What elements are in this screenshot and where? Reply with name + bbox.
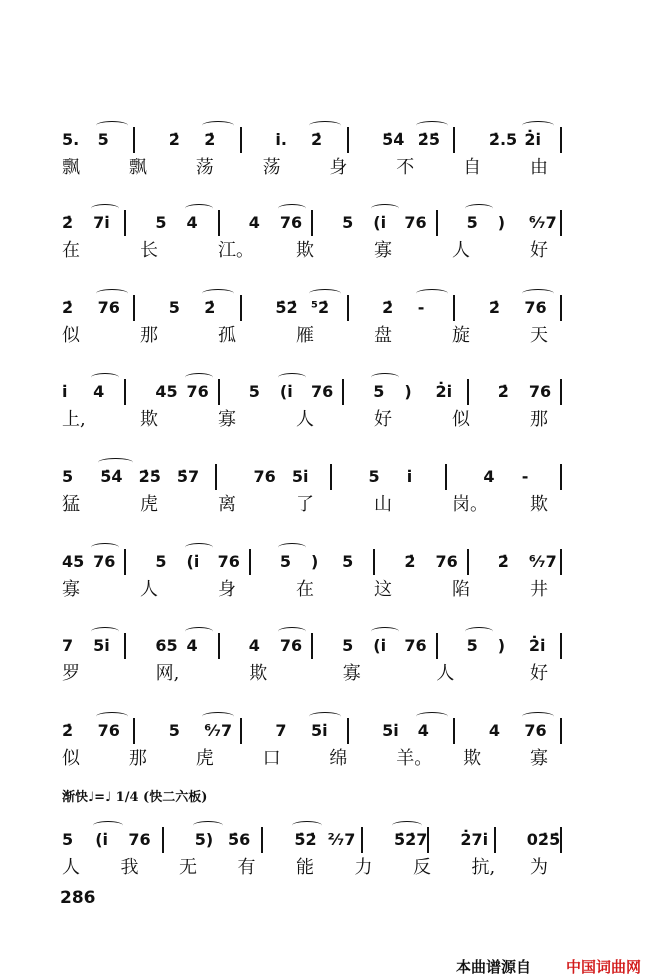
barline [560, 464, 562, 490]
note-token: 5) [194, 830, 214, 849]
note-token: 76 [186, 382, 209, 401]
lyric-row [0, 494, 660, 524]
lyric-char: 在 [62, 240, 80, 261]
barline [218, 210, 220, 236]
lyric-char: 欺 [463, 748, 482, 769]
note-token: 76 [97, 298, 120, 317]
note-token: ) [311, 552, 319, 571]
note-token: 76 [253, 467, 276, 486]
barline [133, 295, 135, 321]
barline [445, 464, 447, 490]
slur-mark [416, 712, 448, 721]
note-token: 5̇6 [228, 830, 251, 849]
lyric-row [0, 748, 660, 778]
slur-mark [96, 121, 128, 130]
lyric-char: 岗。 [452, 494, 488, 515]
lyric-char: 雁 [296, 325, 314, 346]
barline [453, 718, 455, 744]
barline [436, 633, 438, 659]
note-token: 5i̇ [311, 721, 328, 740]
note-token: 2̇ [62, 213, 74, 232]
lyric-char: 在 [296, 579, 314, 600]
note-token: 4 [488, 721, 500, 740]
note-token: 76 [528, 382, 552, 401]
lyric-char: 欺 [296, 240, 314, 261]
lyric-char: 寡 [530, 748, 548, 769]
lyric-char: 好 [530, 240, 548, 261]
lyric-row [0, 409, 660, 439]
lyric-char: 寡 [342, 663, 361, 684]
slur-mark [309, 289, 341, 298]
lyric-char: 罗 [62, 663, 80, 684]
note-token: 4 [248, 636, 260, 655]
note-token: 2̇.5 [488, 130, 518, 149]
slur-mark [193, 821, 223, 830]
slur-mark [185, 627, 213, 636]
note-token: 5 [373, 382, 385, 401]
slur-mark [93, 821, 123, 830]
note-token: (i̇ [373, 636, 387, 655]
stave-5 [0, 452, 660, 547]
note-token: 7 [275, 721, 287, 740]
note-token: 5 [155, 213, 167, 232]
note-token: 2̇ [168, 130, 180, 149]
note-token: ⁶⁄₇7 [204, 721, 233, 740]
barline [240, 718, 242, 744]
note-token: 76 [404, 213, 427, 232]
lyric-char: 这 [374, 579, 392, 600]
barline [453, 295, 455, 321]
lyric-char: 人 [62, 857, 80, 878]
note-token: 2̇ [62, 721, 74, 740]
stave-4 [0, 367, 660, 462]
barline [133, 127, 135, 153]
slur-mark [371, 627, 399, 636]
watermark-site-name: 中国词曲网 [566, 958, 642, 976]
lyric-char: 离 [218, 494, 236, 515]
note-token: 2̇ [382, 298, 394, 317]
note-token: 4 [483, 467, 495, 486]
lyric-char: 人 [140, 579, 158, 600]
note-token: 5 [466, 636, 478, 655]
note-token: 5 [248, 382, 260, 401]
lyric-char: 羊。 [396, 748, 433, 769]
note-token: 5̇2̇ [294, 830, 317, 849]
barline [240, 295, 242, 321]
slur-mark [309, 121, 341, 130]
note-token: 2̇ [204, 298, 216, 317]
note-token: 76 [524, 298, 547, 317]
lyric-char: 自 [463, 157, 482, 178]
lyric-char: 人 [296, 409, 314, 430]
note-token: 5 [97, 130, 109, 149]
lyric-char: 长 [140, 240, 158, 261]
note-token: 5. [62, 130, 80, 149]
barline [347, 718, 349, 744]
lyric-char: 孤 [218, 325, 236, 346]
lyric-char: 荡 [195, 157, 214, 178]
slur-mark [91, 204, 119, 213]
note-token: 4 [248, 213, 260, 232]
slur-mark [292, 821, 322, 830]
slur-mark [416, 289, 448, 298]
slur-mark [278, 204, 306, 213]
barline [124, 549, 126, 575]
barline [560, 633, 562, 659]
note-token: 76 [311, 382, 334, 401]
note-token: (i̇ [279, 382, 293, 401]
barline [560, 549, 562, 575]
barline [373, 549, 375, 575]
stave-1 [0, 115, 660, 210]
tempo-marking: 渐快♩=♩ 1/4 (快二六板) [62, 790, 208, 805]
stave-9 [0, 815, 660, 910]
slur-mark [185, 543, 213, 552]
barline [124, 379, 126, 405]
barline [347, 295, 349, 321]
lyric-char: 寡 [62, 579, 80, 600]
slur-mark [91, 543, 119, 552]
lyric-char: 欺 [249, 663, 268, 684]
barline [560, 379, 562, 405]
lyric-char: 那 [530, 409, 548, 430]
stave-7 [0, 621, 660, 716]
lyric-char: 飘 [62, 157, 80, 178]
lyric-char: 荡 [262, 157, 281, 178]
note-token: 5 [62, 830, 74, 849]
barline [560, 210, 562, 236]
note-token: 2̇5̇ [417, 130, 440, 149]
slur-mark [522, 712, 554, 721]
lyric-char: 人 [452, 240, 470, 261]
note-token: 76 [217, 552, 240, 571]
lyric-row [0, 325, 660, 355]
note-token: 76 [404, 636, 427, 655]
barline [347, 127, 349, 153]
note-token: ⁶⁄₇7 [528, 213, 557, 232]
note-token: 4 [417, 721, 429, 740]
note-token: 2̇i̇ [435, 382, 453, 401]
lyric-char: 寡 [374, 240, 392, 261]
note-token: 2̇ [488, 298, 500, 317]
note-token: i. [275, 130, 287, 149]
barline [342, 379, 344, 405]
lyric-char: 反 [413, 857, 431, 878]
note-token: 5 [168, 298, 180, 317]
slur-mark [91, 627, 119, 636]
note-token: 2̇ [62, 298, 74, 317]
slur-mark [185, 204, 213, 213]
lyric-char: 陷 [452, 579, 470, 600]
note-token: 5 [342, 213, 354, 232]
lyric-char: 猛 [62, 494, 80, 515]
note-token: 45 [62, 552, 85, 571]
note-token: 5̇7 [176, 467, 200, 486]
lyric-char: 好 [530, 663, 548, 684]
lyric-char: 欺 [140, 409, 158, 430]
slur-mark [371, 204, 399, 213]
slur-mark [371, 373, 399, 382]
note-token: 76 [97, 721, 120, 740]
lyric-char: 似 [62, 325, 80, 346]
barline [560, 718, 562, 744]
note-token: - [521, 467, 529, 486]
barline [330, 464, 332, 490]
lyric-char: 那 [128, 748, 147, 769]
slur-mark [465, 204, 493, 213]
slur-mark [96, 712, 128, 721]
note-token: 7i̇ [93, 213, 110, 232]
slur-mark [91, 373, 119, 382]
note-token: 7 [62, 636, 74, 655]
note-token: 5̇4̇ [382, 130, 405, 149]
lyric-char: 为 [530, 857, 548, 878]
lyric-char: 能 [296, 857, 314, 878]
watermark-source-label: 本曲谱源自 [456, 958, 532, 976]
note-token: 2̇5̇ [138, 467, 161, 486]
slur-mark [522, 121, 554, 130]
note-token: ⁶⁄₇7 [528, 552, 557, 571]
note-token: 5 [466, 213, 478, 232]
barline [453, 127, 455, 153]
lyric-row [0, 157, 660, 187]
slur-mark [278, 543, 306, 552]
note-token: i̇ [406, 467, 413, 486]
lyric-row [0, 240, 660, 270]
barline [124, 633, 126, 659]
lyric-char: 虎 [140, 494, 158, 515]
lyric-row [0, 663, 660, 693]
lyric-char: 力 [354, 857, 373, 878]
barline [240, 127, 242, 153]
page-number: 286 [60, 888, 96, 908]
note-token: 5̇2̇ [275, 298, 298, 317]
barline [560, 295, 562, 321]
barline [215, 464, 217, 490]
barline [467, 549, 469, 575]
barline [124, 210, 126, 236]
note-token: (i̇ [95, 830, 108, 849]
barline [162, 827, 164, 853]
note-token: 2̇i̇ [528, 636, 546, 655]
note-token: 5 [62, 467, 74, 486]
note-token: 4 [186, 213, 198, 232]
note-token: 5i̇ [382, 721, 399, 740]
lyric-char: 口 [262, 748, 281, 769]
note-token: 5i̇ [291, 467, 309, 486]
note-token: 5 [342, 636, 354, 655]
slur-mark [96, 289, 128, 298]
lyric-char: 无 [179, 857, 197, 878]
lyric-char: 江。 [218, 240, 254, 261]
barline [261, 827, 263, 853]
lyric-char: 似 [62, 748, 80, 769]
note-token: (i̇ [186, 552, 200, 571]
lyric-char: 身 [218, 579, 236, 600]
note-token: ) [497, 213, 506, 232]
note-token: 45 [155, 382, 178, 401]
lyric-char: 飘 [128, 157, 147, 178]
note-token: ) [497, 636, 506, 655]
slur-mark [98, 458, 132, 467]
lyric-char: 井 [530, 579, 548, 600]
note-token: - [417, 298, 425, 317]
note-token: 4 [186, 636, 198, 655]
note-token: 5 [279, 552, 292, 571]
slur-mark [392, 821, 422, 830]
slur-mark [185, 373, 213, 382]
lyric-char: 天 [530, 325, 548, 346]
barline [427, 827, 429, 853]
lyric-char: 好 [374, 409, 392, 430]
lyric-char: 绵 [329, 748, 348, 769]
note-token: 2̇ [204, 130, 216, 149]
note-token: 2̇ [311, 130, 323, 149]
slur-mark [202, 121, 234, 130]
lyric-char: 抗, [471, 857, 496, 878]
barline [133, 718, 135, 744]
lyric-char: 寡 [218, 409, 236, 430]
barline [560, 127, 562, 153]
note-token: 5̇2̇7 [394, 830, 428, 849]
note-token: 5i̇ [93, 636, 110, 655]
lyric-char: 人 [436, 663, 455, 684]
slur-mark [309, 712, 341, 721]
lyric-char: 那 [140, 325, 158, 346]
note-token: 2̇ [497, 552, 509, 571]
note-token: ²⁄₇7 [327, 830, 356, 849]
slur-mark [202, 289, 234, 298]
note-token: 76 [279, 213, 303, 232]
barline [218, 633, 220, 659]
barline [218, 379, 220, 405]
stave-2 [0, 198, 660, 293]
lyric-char: 虎 [195, 748, 214, 769]
note-token: (i̇ [373, 213, 387, 232]
note-token: 2̇i̇ [524, 130, 542, 149]
note-token: 76 [128, 830, 151, 849]
note-token: 5̇4̇ [100, 467, 123, 486]
slur-mark [202, 712, 234, 721]
lyric-char: 盘 [374, 325, 392, 346]
note-token: 5 [155, 552, 167, 571]
barline [436, 210, 438, 236]
note-token: 5 [368, 467, 380, 486]
lyric-char: 似 [452, 409, 470, 430]
note-token: 76 [524, 721, 547, 740]
note-token: ⁵2̇ [311, 298, 330, 317]
stave-3 [0, 283, 660, 378]
slur-mark [278, 373, 306, 382]
notation-row [0, 452, 660, 492]
lyric-char: 上, [62, 409, 86, 430]
barline [311, 633, 313, 659]
lyric-row [0, 857, 660, 887]
note-token: 65 [155, 636, 178, 655]
lyric-char: 了 [296, 494, 314, 515]
note-token: 02̇5̇ [526, 830, 561, 849]
lyric-char: 不 [396, 157, 415, 178]
barline [311, 210, 313, 236]
note-token: i̇ [62, 382, 68, 401]
barline [249, 549, 251, 575]
slur-mark [522, 289, 554, 298]
note-token: 2̇ [497, 382, 509, 401]
lyric-char: 我 [120, 857, 139, 878]
note-token: ) [404, 382, 412, 401]
lyric-char: 山 [374, 494, 392, 515]
note-token: 5 [342, 552, 354, 571]
note-token: 76 [93, 552, 116, 571]
barline [361, 827, 363, 853]
note-token: 2̇ [404, 552, 416, 571]
barline [494, 827, 496, 853]
lyric-row [0, 579, 660, 609]
slur-mark [278, 627, 306, 636]
note-token: 76 [435, 552, 458, 571]
note-token: 2̇7i̇ [460, 830, 489, 849]
lyric-char: 身 [329, 157, 348, 178]
note-token: 5 [168, 721, 180, 740]
lyric-char: 有 [237, 857, 256, 878]
lyric-char: 旋 [452, 325, 470, 346]
lyric-char: 网, [155, 663, 180, 684]
barline [467, 379, 469, 405]
slur-mark [416, 121, 448, 130]
lyric-char: 欺 [530, 494, 548, 515]
note-token: 4 [93, 382, 105, 401]
slur-mark [465, 627, 493, 636]
lyric-char: 由 [530, 157, 548, 178]
note-token: 76 [279, 636, 303, 655]
barline [560, 827, 562, 853]
stave-6 [0, 537, 660, 632]
